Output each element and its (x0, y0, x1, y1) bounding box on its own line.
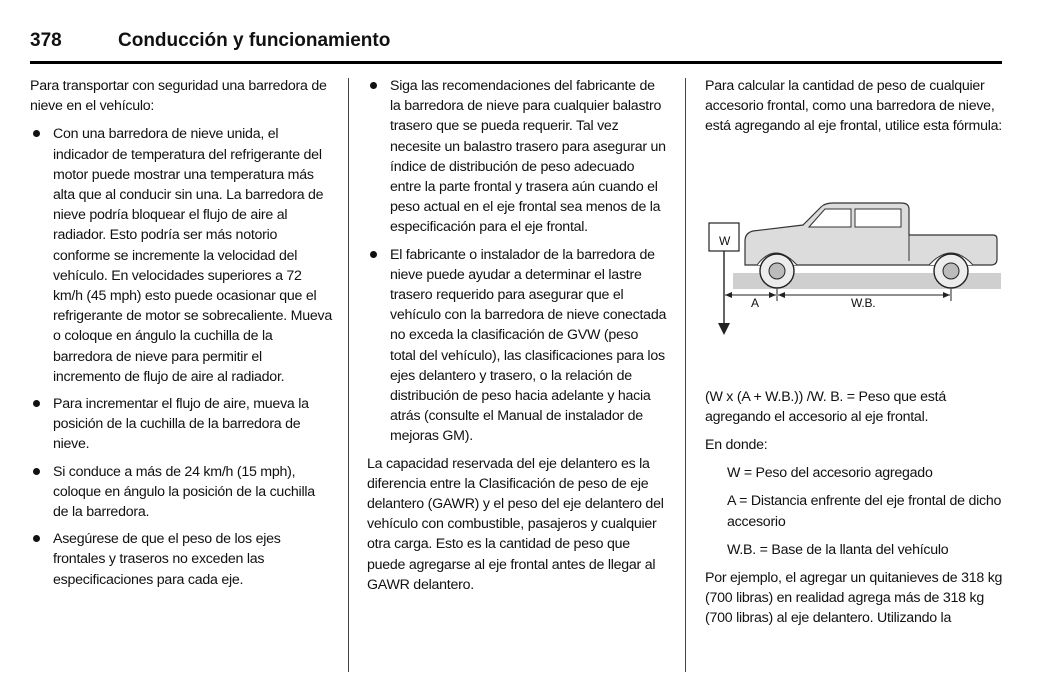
example-paragraph: Por ejemplo, el agregar un quitanieves de 318 kg (700 libras) en realidad agrega más de 318 kg (700 libras) al eje delantero. Utilizando la (705, 570, 1003, 627)
column-3 (705, 76, 1003, 637)
page-number: 378 (30, 30, 62, 51)
column-1 (30, 76, 332, 597)
header-rule (30, 61, 1002, 64)
definition-w: W = Peso del accesorio agregado (727, 465, 933, 482)
bullet-icon (370, 82, 377, 89)
page-header (30, 30, 1002, 60)
column-divider (348, 78, 349, 672)
list-item: Siga las recomendaciones del fabricante de la barredora de nieve para cualquier balastro trasero que se pueda requerir. Tal vez necesite un balastro trasero para asegurar un índice de distribución de peso adecuado entre la parte frontal y trasera aún cuando el peso actual en el eje frontal sea menos de la especificación para el eje frontal. (367, 76, 667, 238)
list-item: Si conduce a más de 24 km/h (15 mph), coloque en ángulo la posición de la cuchilla de la barredora. (30, 462, 332, 523)
list-item: El fabricante o instalador de la barredora de nieve puede ayudar a determinar el lastre trasero requerido para asegurar que el vehículo con la barredora de nieve conectada no exceda la clasificación de GVW (peso total del vehículo), las clasificaciones para los ejes delantero y trasero, o la relación de distribución de peso hacia adelante y hacia atrás (consulte el Manual de instalador de mejoras GM). (367, 245, 667, 447)
bullet-icon (33, 130, 40, 137)
section-title: Conducción y funcionamiento (118, 30, 391, 51)
col2-paragraph: La capacidad reservada del eje delantero es la diferencia entre la Clasificación de peso de eje delantero (GAWR) y el peso del eje delantero del vehículo con combustible, pasajeros y cualquier otra carga. Esto es la cantidad de peso que puede agregarse al eje frontal antes de llegar al GAWR delantero. (367, 455, 664, 593)
bullet-icon (33, 535, 40, 542)
definition-a: A = Distancia enfrente del eje frontal de dicho accesorio (727, 493, 1002, 530)
formula: (W x (A + W.B.)) /W. B. = Peso que está agregando el accesorio al eje frontal. (705, 388, 946, 425)
where-label: En donde: (705, 437, 768, 454)
list-item: Con una barredora de nieve unida, el indicador de temperatura del refrigerante del motor puede mostrar una temperatura más alta que al conducir sin una. La barredora de nieve podría bloquear el flujo de aire al radiador. Esto podría ser más notorio conforme se incremente la velocidad del vehículo. En velocidades superiores a 72 km/h (45 mph) esto puede ocasionar que el refrigerante de motor se sobrecaliente. Mueva o coloque en ángulo la cuchilla de la barredora de nieve para permitir el incremento de flujo de aire al radiador. (30, 124, 332, 387)
label-w: W (719, 233, 731, 248)
col1-intro: Para transportar con seguridad una barredora de nieve en el vehículo: (30, 78, 327, 115)
bullet-icon (33, 468, 40, 475)
truck-illustration (705, 195, 1003, 365)
col3-intro: Para calcular la cantidad de peso de cualquier accesorio frontal, como una barredora de nieve, está agregando al eje frontal, utilice esta fórmula: (705, 78, 1002, 135)
bullet-icon (33, 400, 40, 407)
list-item: Para incrementar el flujo de aire, mueva la posición de la cuchilla de la barredora de nieve. (30, 394, 332, 455)
column-2 (367, 76, 667, 603)
label-a: A (751, 295, 759, 310)
column-divider (685, 78, 686, 672)
truck-weight-diagram (705, 195, 1003, 365)
bullet-icon (370, 251, 377, 258)
label-wb: W.B. (851, 295, 876, 310)
col2-bullet-list (367, 76, 667, 447)
list-item: Asegúrese de que el peso de los ejes frontales y traseros no exceden las especificaciones para cada eje. (30, 529, 332, 590)
definition-wb: W.B. = Base de la llanta del vehículo (727, 541, 949, 558)
col1-bullet-list (30, 124, 332, 589)
